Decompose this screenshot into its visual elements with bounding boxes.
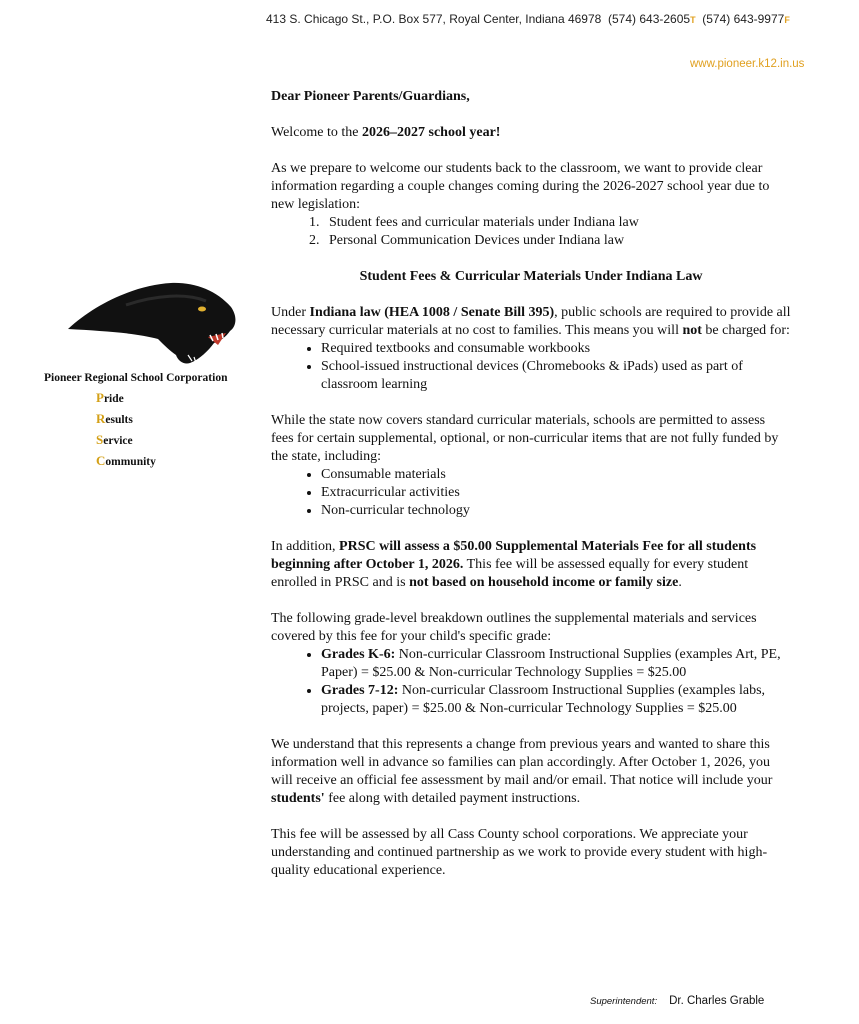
change-text: We understand that this represents a change from previous years and wanted to share this information well in advance so families can plan accordingly. After October 1, 2026, you will receive an official fee assessment by mail and/or email. That notice will include your (271, 737, 773, 788)
fees-paragraph: While the state now covers standard curricular materials, schools are permitted to assess fees for certain supplemental, optional, or non-curricular items that are not fully funded by the state, including: (271, 413, 779, 464)
signature-role: Superintendent: (590, 996, 658, 1007)
fax: (574) 643-9977 (702, 12, 785, 26)
prsc-text: In addition, (271, 539, 340, 554)
motto-initial: R (96, 411, 106, 426)
fee-items-list (271, 466, 791, 520)
address: 413 S. Chicago St., P.O. Box 577, Royal Center, Indiana 46978 (266, 12, 602, 26)
prsc-text: . (678, 575, 682, 590)
greeting: Dear Pioneer Parents/Guardians, (271, 89, 470, 104)
motto (96, 388, 156, 472)
motto-line (96, 451, 156, 472)
phone-tag: T (690, 15, 696, 25)
law-not: not (682, 323, 702, 338)
welcome-text: Welcome to the (271, 125, 363, 140)
changes-list (271, 214, 791, 250)
intro-paragraph: As we prepare to welcome our students back to the classroom, we want to provide clear information regarding a couple changes coming during the 2026-2027 school year due to new legislation: (271, 161, 770, 212)
welcome-year: 2026–2027 school year! (362, 125, 501, 140)
motto-rest: ommunity (105, 456, 156, 468)
motto-rest: ervice (103, 435, 133, 447)
prsc-text: This fee will be assessed equally for every student enrolled in PRSC and is (271, 557, 749, 590)
motto-rest: ride (103, 393, 124, 405)
list-item: 2. Personal Communication Devices under Indiana law (323, 232, 791, 250)
change-paragraph (271, 736, 791, 808)
motto-initial: C (96, 453, 106, 468)
org-name: Pioneer Regional School Corporation (44, 372, 228, 384)
motto-initial: S (96, 432, 104, 447)
law-text: , public schools are required to provide all necessary curricular materials at no cost to families. This means you will (271, 305, 791, 338)
list-item: • Consumable materials (321, 466, 791, 484)
grade-label: Grades K-6: (321, 647, 396, 662)
website-link[interactable]: www.pioneer.k12.in.us (690, 58, 805, 70)
panther-logo (66, 275, 241, 370)
closing-paragraph: This fee will be assessed by all Cass County school corporations. We appreciate your understanding and continued partnership as we work to provide every student with high-quality educational experience. (271, 827, 768, 878)
motto-rest: esults (105, 414, 133, 426)
phone: (574) 643-2605 (608, 12, 691, 26)
list-item (321, 682, 791, 718)
signature (590, 995, 764, 1007)
fax-tag: F (784, 15, 790, 25)
grade-label: Grades 7-12: (321, 683, 399, 698)
grades-list (271, 646, 791, 718)
law-paragraph (271, 304, 791, 340)
motto-line (96, 409, 156, 430)
list-item (321, 646, 791, 682)
free-items-list (271, 340, 791, 394)
list-item: • Extracurricular activities (321, 484, 791, 502)
prsc-fee-paragraph (271, 538, 791, 592)
change-students: students' (271, 791, 325, 806)
signature-name: Dr. Charles Grable (669, 995, 765, 1007)
grade-text: Non-curricular Classroom Instructional Supplies (examples Art, PE, Paper) = $25.00 & Non-curricular Technology Supplies = $25.00 (321, 647, 781, 680)
prsc-fee-statement: PRSC will assess a $50.00 Supplemental Materials Fee for all students beginning after October 1, 2026. (271, 539, 757, 572)
letterhead-contact (266, 12, 836, 26)
list-item: 1. Student fees and curricular materials under Indiana law (323, 214, 791, 232)
section-heading: Student Fees & Curricular Materials Under Indiana Law (359, 269, 703, 284)
law-text: Under (271, 305, 310, 320)
motto-line (96, 388, 156, 409)
motto-line (96, 430, 156, 451)
prsc-income-note: not based on household income or family size (409, 575, 679, 590)
welcome-line (271, 124, 791, 142)
list-item: • Non-curricular technology (321, 502, 791, 520)
list-item: • School-issued instructional devices (Chromebooks & iPads) used as part of classroom learning (321, 358, 791, 394)
list-item: • Required textbooks and consumable workbooks (321, 340, 791, 358)
grade-text: Non-curricular Classroom Instructional Supplies (examples labs, projects, paper) = $25.00 & Non-curricular Technology Supplies = $25.00 (321, 683, 766, 716)
law-citation: Indiana law (HEA 1008 / Senate Bill 395) (309, 305, 555, 320)
motto-initial: P (96, 390, 104, 405)
breakdown-paragraph: The following grade-level breakdown outlines the supplemental materials and services covered by this fee for your child's specific grade: (271, 611, 757, 644)
letter-body (271, 88, 791, 880)
change-text: fee along with detailed payment instructions. (324, 791, 581, 806)
law-text: be charged for: (701, 323, 790, 338)
